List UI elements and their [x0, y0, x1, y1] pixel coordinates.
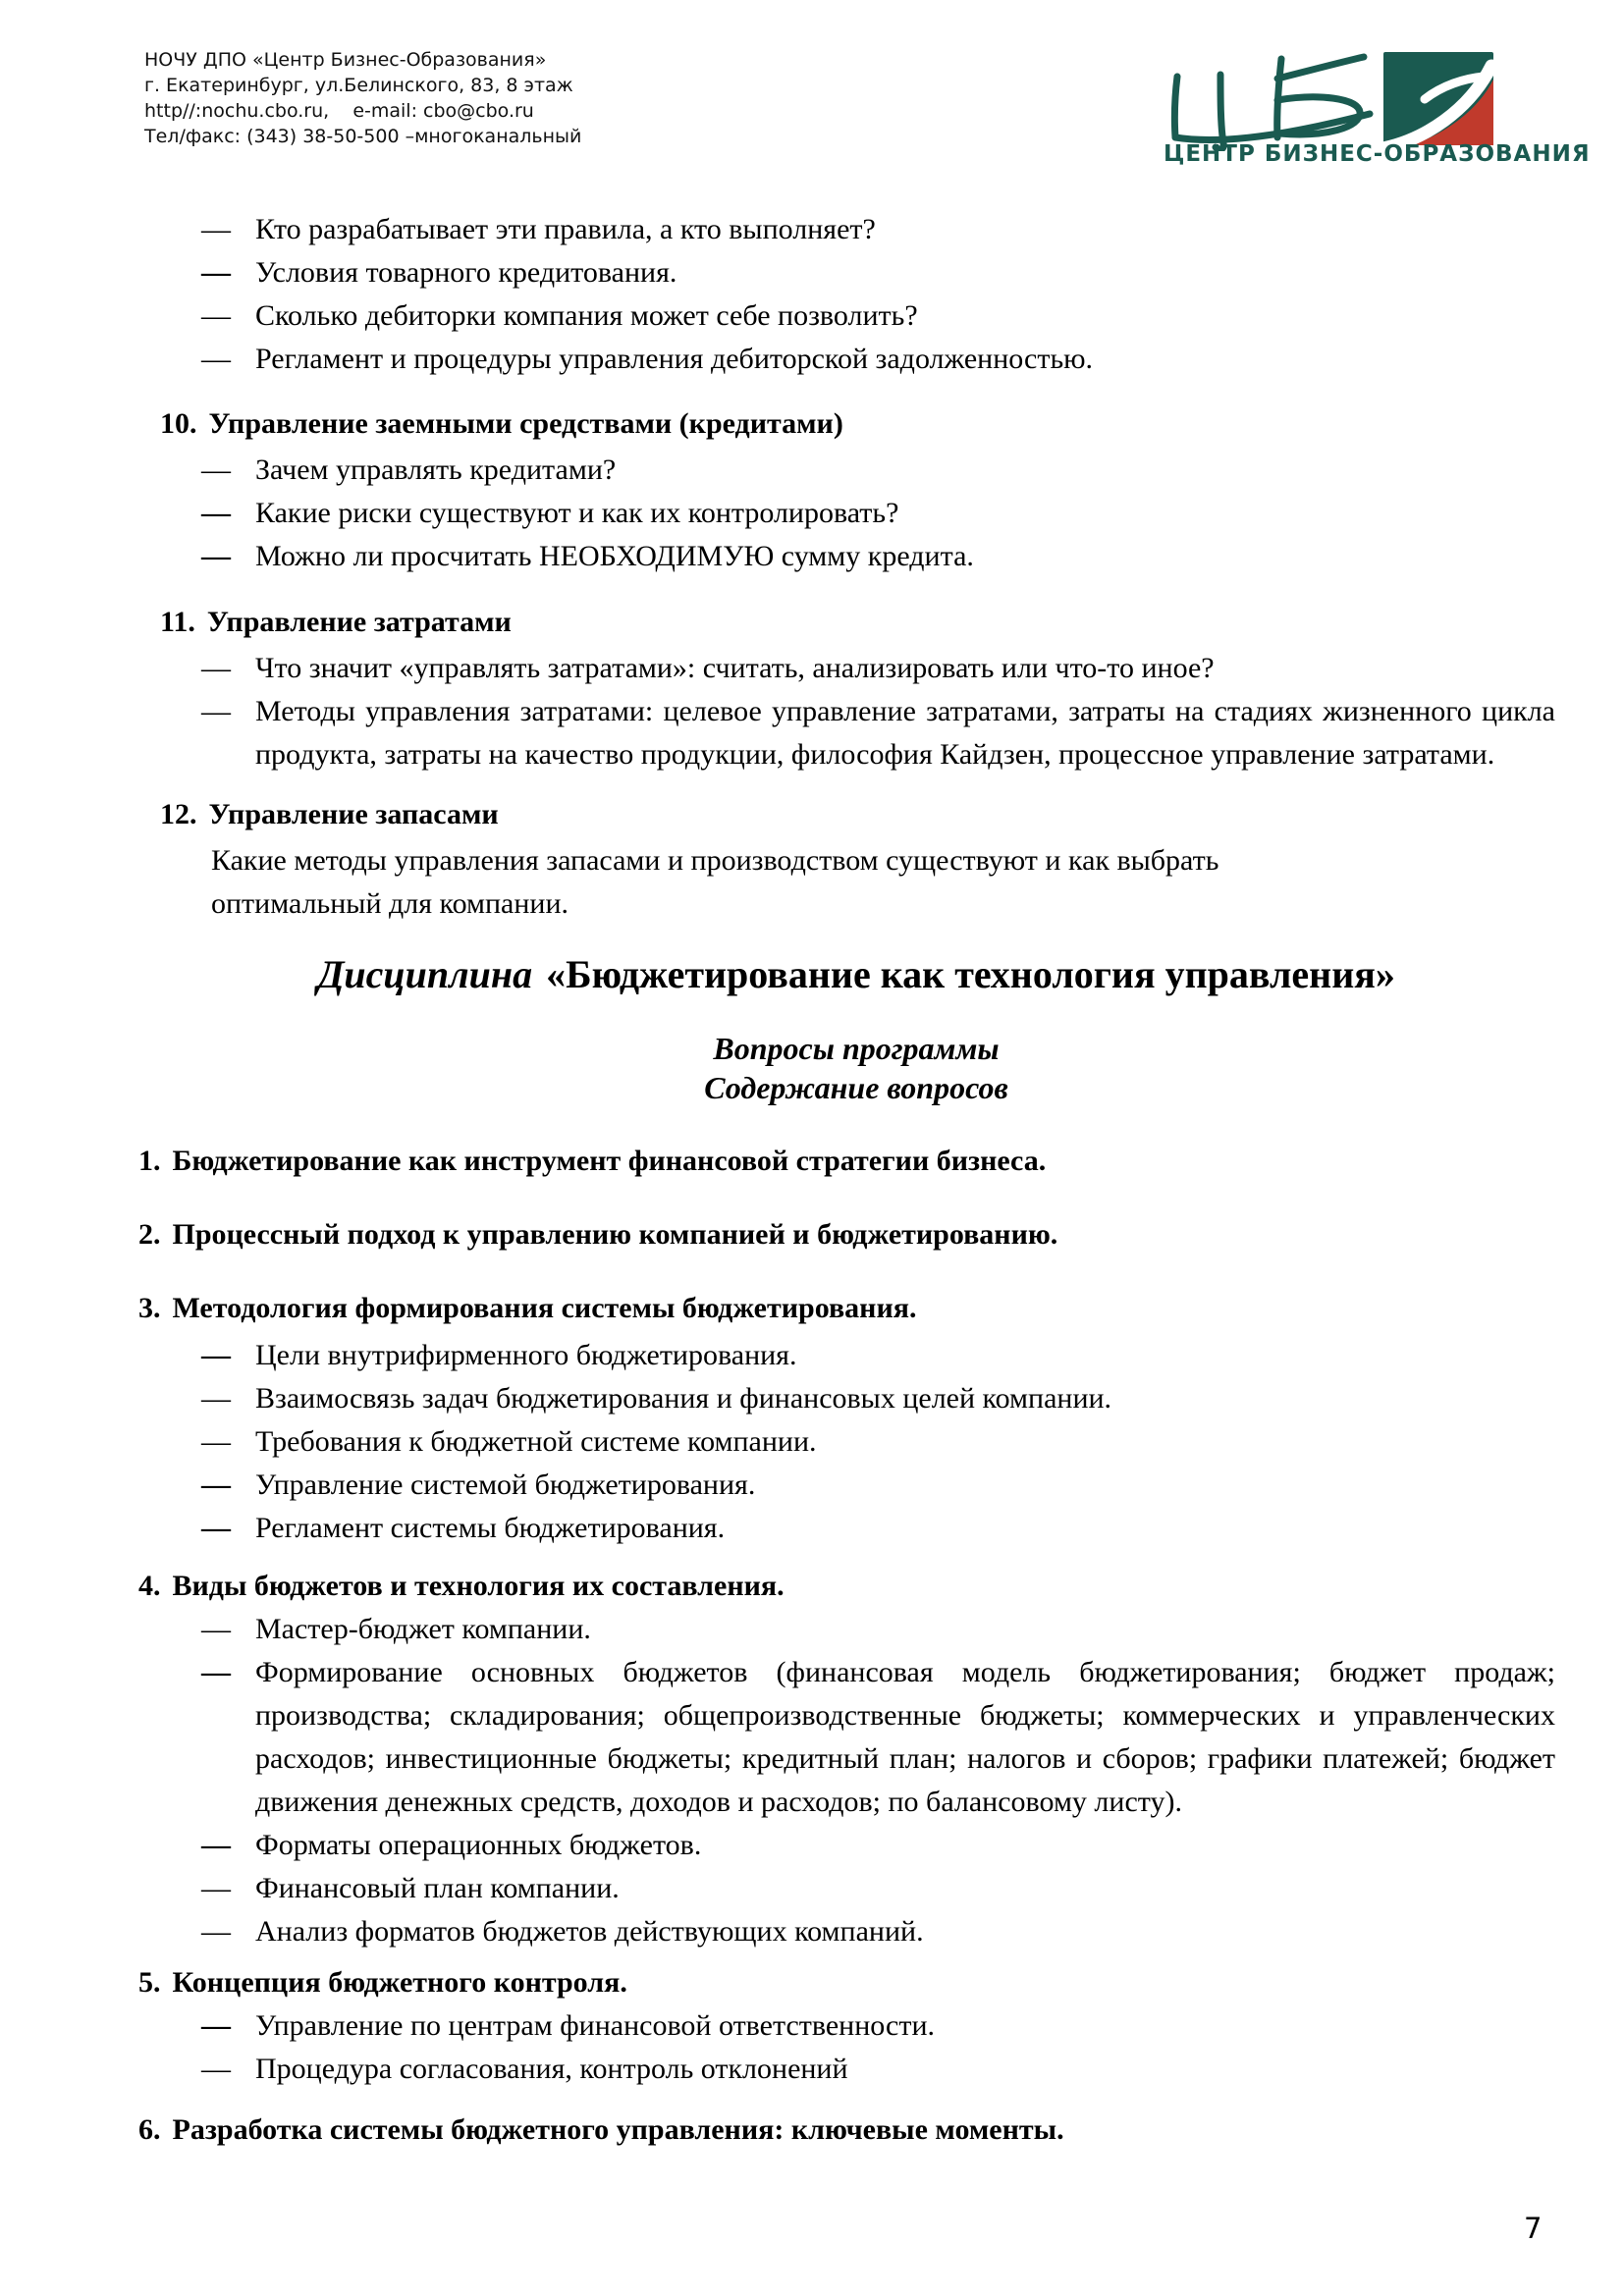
dash-marker: —	[201, 1425, 231, 1458]
program-questions-subtitle: Вопросы программы	[713, 1031, 1000, 1066]
list-item: — Регламент и процедуры управления дебиторской задолженностью.	[103, 338, 1555, 381]
dash-marker: —	[201, 1613, 231, 1645]
section-heading: 10. Управление заемными средствами (кредитами)	[160, 407, 843, 440]
page-number: 7	[1524, 2212, 1543, 2245]
program-item-heading: 1. Бюджетирование как инструмент финансовой стратегии бизнеса.	[138, 1145, 1047, 1177]
dash-marker: —	[201, 343, 231, 375]
discipline-block	[103, 950, 1555, 1107]
dash-marker: —	[201, 2009, 231, 2042]
list-item: — Кто разрабатывает эти правила, а кто выполняет?	[103, 208, 1555, 251]
list-item: — Мастер-бюджет компании.	[103, 1608, 1555, 1651]
dash-marker: —	[201, 256, 231, 289]
questions-content-subtitle: Содержание вопросов	[704, 1070, 1008, 1105]
dash-marker: —	[201, 1339, 231, 1371]
list-item: — Финансовый план компании.	[103, 1867, 1555, 1910]
dash-marker: —	[201, 1656, 231, 1688]
program-bullet-list	[103, 2004, 1555, 2091]
program-item-heading: 5. Концепция бюджетного контроля.	[138, 1966, 627, 1999]
dash-marker: —	[201, 1829, 231, 1861]
list-item: — Требования к бюджетной системе компании.	[103, 1420, 1555, 1464]
section-bullet-list	[103, 647, 1555, 776]
dash-marker: —	[201, 1468, 231, 1501]
list-item: — Методы управления затратами: целевое управление затратами, затраты на стадиях жизненного цикла продукта, затраты на качество продукции, философия Кайдзен, процессное управление затратами.	[103, 690, 1555, 776]
program-item-heading: 4. Виды бюджетов и технология их составления.	[138, 1570, 785, 1602]
dash-marker: —	[201, 540, 231, 572]
program-bullet-list	[103, 1608, 1555, 1953]
dash-marker: —	[201, 454, 231, 486]
section-heading: 11. Управление затратами	[160, 606, 512, 638]
list-item: — Что значит «управлять затратами»: считать, анализировать или что-то иное?	[103, 647, 1555, 690]
dash-marker: —	[201, 695, 231, 727]
section-paragraph: Какие методы управления запасами и производством существуют и как выбрать оптимальный для компании.	[211, 844, 1219, 920]
list-item: — Можно ли просчитать НЕОБХОДИМУЮ сумму кредита.	[103, 535, 1555, 578]
program-item-heading: 2. Процессный подход к управлению компанией и бюджетированию.	[138, 1218, 1058, 1251]
company-contacts: http//:nochu.cbo.ru, e-mail: cbo@cbo.ru	[144, 100, 534, 122]
program-bullet-list	[103, 1334, 1555, 1550]
company-phone: Тел/факс: (343) 38-50-500 –многоканальный	[144, 126, 582, 147]
section-bullet-list	[103, 449, 1555, 578]
list-item: — Регламент системы бюджетирования.	[103, 1507, 1555, 1550]
program-item-heading: 3. Методология формирования системы бюджетирования.	[138, 1292, 917, 1324]
dash-marker: —	[201, 652, 231, 684]
list-item: — Анализ форматов бюджетов действующих компаний.	[103, 1910, 1555, 1953]
dash-marker: —	[201, 1872, 231, 1904]
list-item: — Взаимосвязь задач бюджетирования и финансовых целей компании.	[103, 1377, 1555, 1420]
dash-marker: —	[201, 299, 231, 332]
dash-marker: —	[201, 497, 231, 529]
dash-marker: —	[201, 1382, 231, 1415]
list-item: — Сколько дебиторки компания может себе позволить?	[103, 294, 1555, 338]
list-item: — Какие риски существуют и как их контролировать?	[103, 492, 1555, 535]
dash-marker: —	[201, 213, 231, 245]
list-item: — Цели внутрифирменного бюджетирования.	[103, 1334, 1555, 1377]
list-item: — Формирование основных бюджетов (финансовая модель бюджетирования; бюджет продаж; производства; складирования; общепроизводственные бюджеты; коммерческих и управленческих расходов; инвестиционные бюджеты; кредитный план; налогов и сборов; графики платежей; бюджет движения денежных средств, доходов и расходов; по балансовому листу).	[103, 1651, 1555, 1824]
dash-marker: —	[201, 2053, 231, 2085]
dash-marker: —	[201, 1915, 231, 1948]
dash-marker: —	[201, 1512, 231, 1544]
logo-caption: ЦЕНТР БИЗНЕС-ОБРАЗОВАНИЯ	[1164, 141, 1591, 167]
list-item: — Зачем управлять кредитами?	[103, 449, 1555, 492]
list-item: — Условия товарного кредитования.	[103, 251, 1555, 294]
discipline-title: Дисциплина «Бюджетирование как технология управления»	[317, 952, 1395, 996]
list-item: — Управление по центрам финансовой ответственности.	[103, 2004, 1555, 2048]
company-name: НОЧУ ДПО «Центр Бизнес-Образования»	[144, 49, 547, 71]
company-address: г. Екатеринбург, ул.Белинского, 83, 8 этаж	[144, 75, 573, 96]
list-item: — Форматы операционных бюджетов.	[103, 1824, 1555, 1867]
intro-bullet-list	[103, 208, 1555, 381]
list-item: — Управление системой бюджетирования.	[103, 1464, 1555, 1507]
program-item-heading: 6. Разработка системы бюджетного управления: ключевые моменты.	[138, 2113, 1064, 2146]
list-item: — Процедура согласования, контроль отклонений	[103, 2048, 1555, 2091]
section-heading: 12. Управление запасами	[160, 798, 499, 830]
